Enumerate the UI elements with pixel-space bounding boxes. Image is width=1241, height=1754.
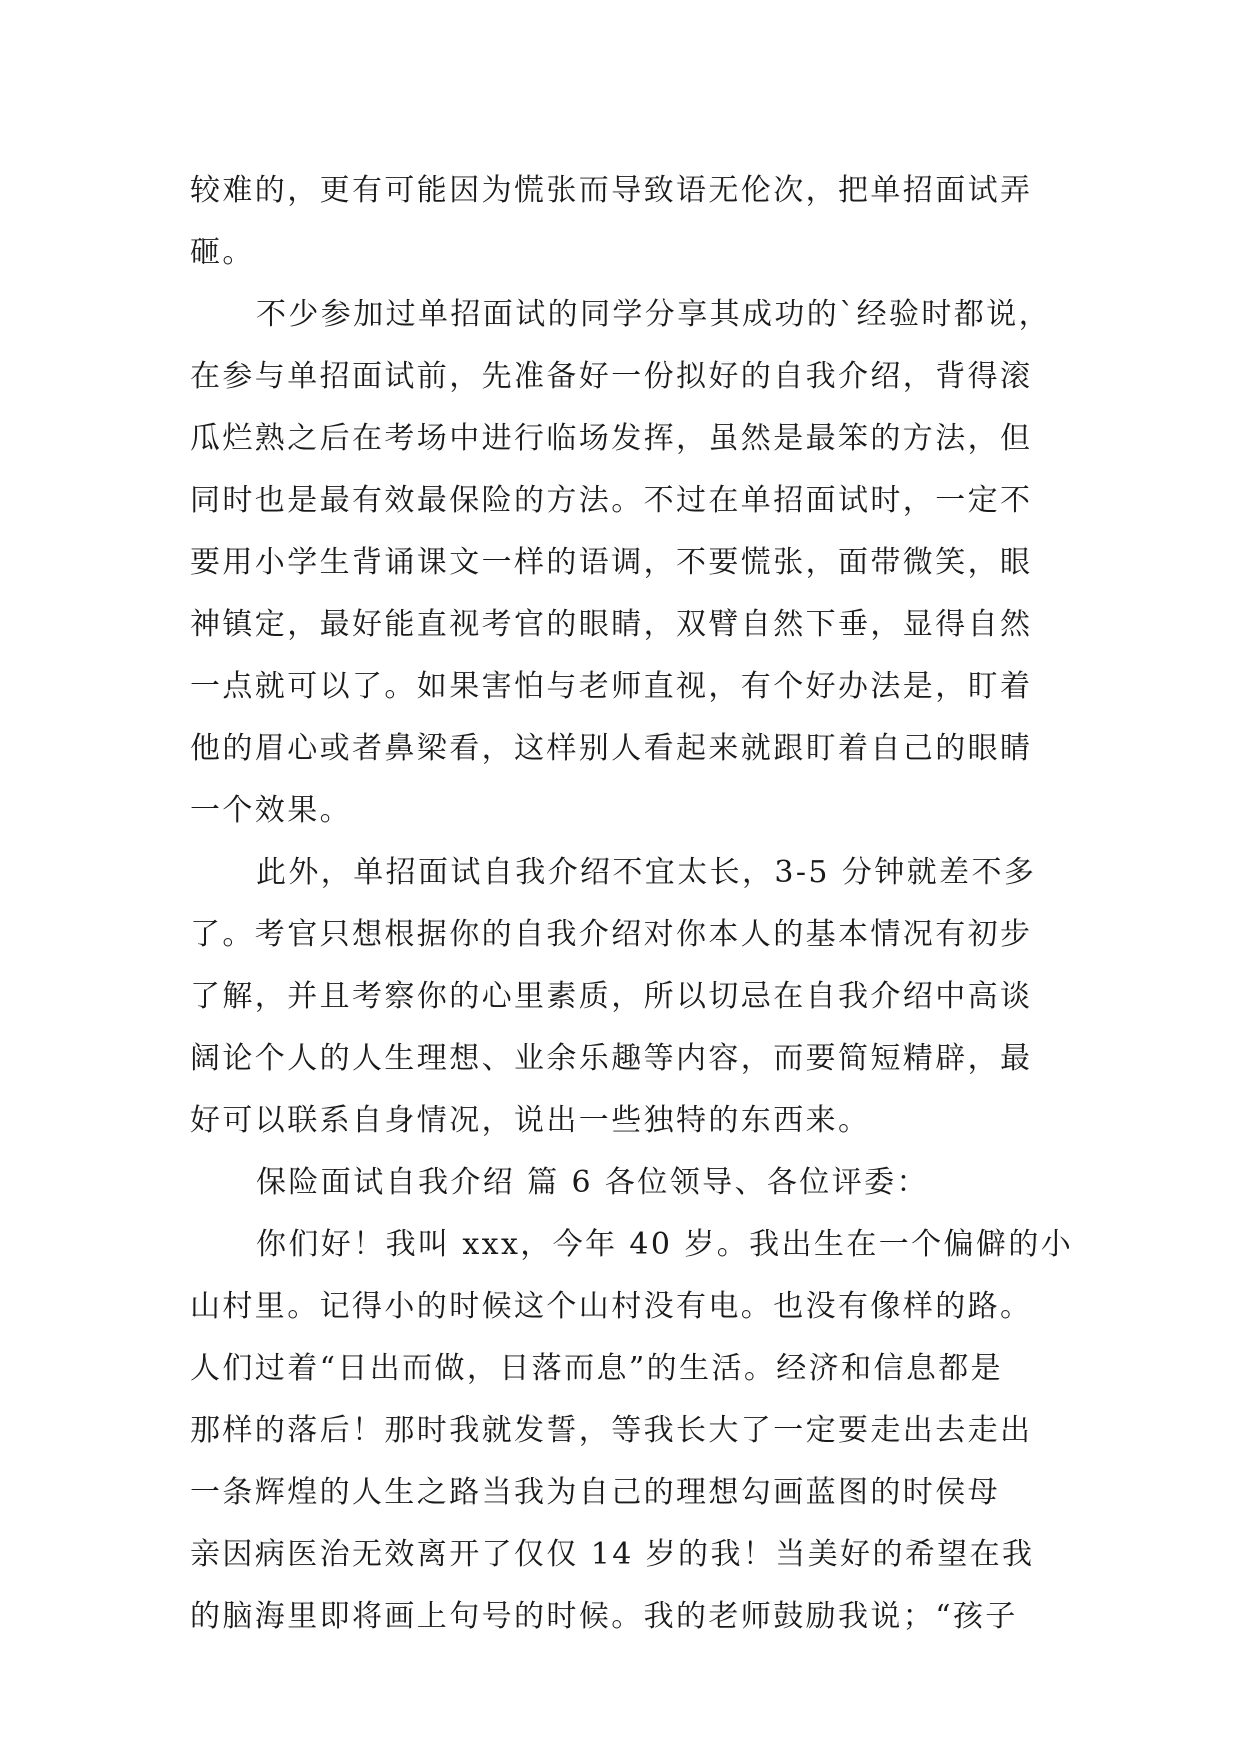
text-line: 那样的落后！那时我就发誓，等我长大了一定要走出去走出 <box>190 1413 1033 1448</box>
text-line: 在参与单招面试前，先准备好一份拟好的自我介绍，背得滚 <box>190 359 1033 394</box>
document-body <box>190 160 1074 1648</box>
text-line: 一个效果。 <box>190 793 352 828</box>
text-line: 同时也是最有效最保险的方法。不过在单招面试时，一定不 <box>190 483 1033 518</box>
text-line: 他的眉心或者鼻梁看，这样别人看起来就跟盯着自己的眼睛 <box>190 731 1033 766</box>
text-line: 好可以联系自身情况，说出一些独特的东西来。 <box>190 1103 871 1138</box>
text-line: 了。考官只想根据你的自我介绍对你本人的基本情况有初步 <box>190 917 1033 952</box>
text-line: 你们好！我叫 xxx，今年 40 岁。我出生在一个偏僻的小 <box>256 1227 1074 1262</box>
text-line: 人们过着“日出而做，日落而息”的生活。经济和信息都是 <box>190 1351 1004 1386</box>
text-line: 的脑海里即将画上句号的时候。我的老师鼓励我说；“孩子 <box>190 1599 1018 1634</box>
text-line: 神镇定，最好能直视考官的眼睛，双臂自然下垂，显得自然 <box>190 607 1033 642</box>
text-line: 砸。 <box>190 235 255 270</box>
text-line: 一条辉煌的人生之路当我为自己的理想勾画蓝图的时侯母 <box>190 1475 1000 1510</box>
text-line: 一点就可以了。如果害怕与老师直视，有个好办法是，盯着 <box>190 669 1033 704</box>
text-line: 要用小学生背诵课文一样的语调，不要慌张，面带微笑，眼 <box>190 545 1033 580</box>
text-line: 不少参加过单招面试的同学分享其成功的`经验时都说， <box>256 297 1051 332</box>
text-line: 较难的，更有可能因为慌张而导致语无伦次，把单招面试弄 <box>190 173 1033 208</box>
text-line: 阔论个人的人生理想、业余乐趣等内容，而要简短精辟，最 <box>190 1041 1033 1076</box>
text-line: 了解，并且考察你的心里素质，所以切忌在自我介绍中高谈 <box>190 979 1033 1014</box>
section-heading-line: 保险面试自我介绍 篇 6 各位领导、各位评委： <box>256 1165 929 1200</box>
text-line: 瓜烂熟之后在考场中进行临场发挥，虽然是最笨的方法，但 <box>190 421 1033 456</box>
text-line: 此外，单招面试自我介绍不宜太长，3-5 分钟就差不多 <box>256 855 1037 890</box>
text-line: 山村里。记得小的时候这个山村没有电。也没有像样的路。 <box>190 1289 1033 1324</box>
text-line: 亲因病医治无效离开了仅仅 14 岁的我！当美好的希望在我 <box>190 1537 1035 1572</box>
